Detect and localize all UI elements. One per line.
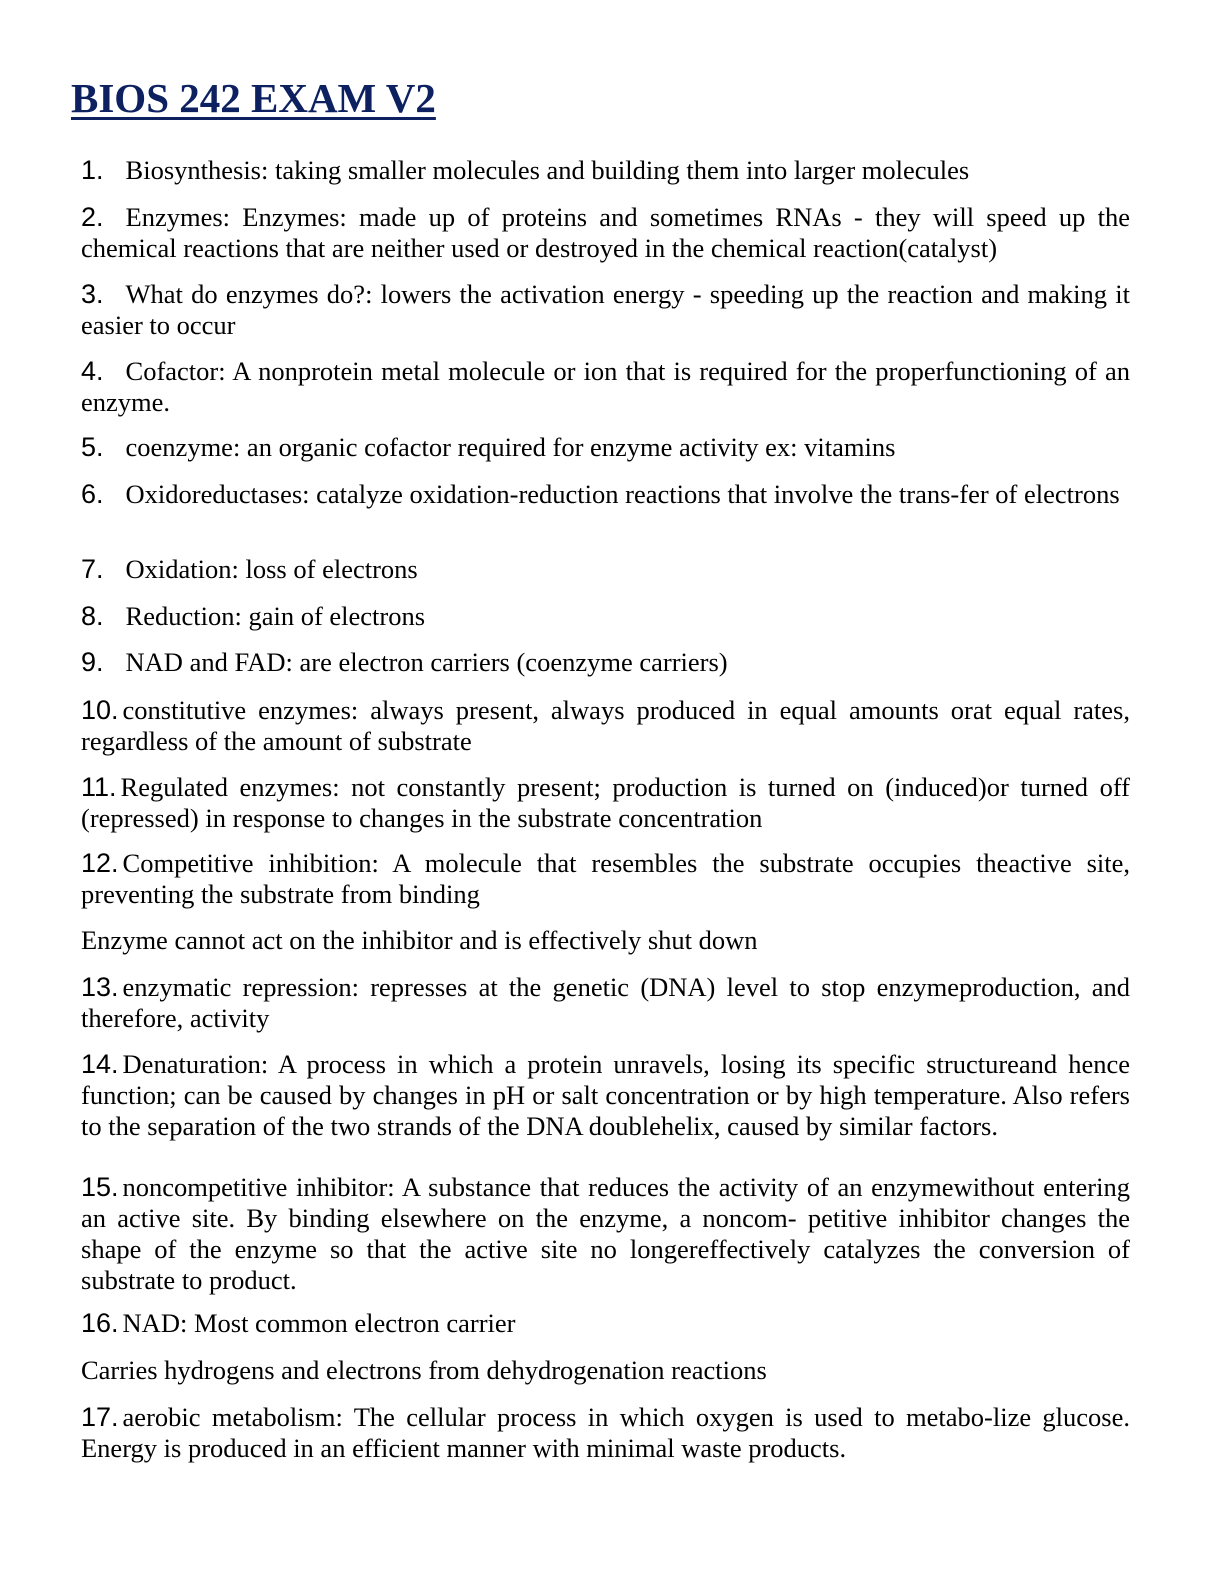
- item-number: 5.: [81, 432, 104, 462]
- item-number: 1.: [81, 155, 104, 185]
- list-item-note: [81, 1355, 1130, 1386]
- item-text: NAD: Most common electron carrier: [122, 1308, 516, 1338]
- item-text: aerobic metabolism: The cellular process in which oxygen is used to metabo-lize glucose. Energy is produced in an efficient manner with minimal waste products.: [81, 1402, 1130, 1463]
- item-number: 15.: [81, 1172, 119, 1202]
- document-title: BIOS 242 EXAM V2: [71, 75, 436, 121]
- list-item: [81, 1172, 1130, 1296]
- list-item: [81, 772, 1130, 834]
- item-number: 4.: [81, 356, 104, 386]
- item-text: What do enzymes do?: lowers the activation energy - speeding up the reaction and making it easier to occur: [81, 279, 1130, 340]
- item-text: Reduction: gain of electrons: [125, 601, 426, 631]
- list-item: [81, 155, 1130, 186]
- item-number: 10.: [81, 695, 119, 725]
- item-number: 11.: [81, 772, 117, 802]
- item-number: 17.: [81, 1402, 119, 1432]
- list-item: [81, 356, 1130, 418]
- item-text: enzymatic repression: represses at the genetic (DNA) level to stop enzymeproduction, and therefore, activity: [81, 972, 1130, 1033]
- list-item-note: [81, 925, 1130, 956]
- list-item: [81, 279, 1130, 341]
- item-number: 13.: [81, 972, 119, 1002]
- list-item: [81, 647, 1130, 678]
- item-number: 8.: [81, 601, 104, 631]
- item-text: NAD and FAD: are electron carriers (coenzyme carriers): [125, 647, 728, 677]
- item-number: 12.: [81, 848, 119, 878]
- item-text: Enzyme cannot act on the inhibitor and is effectively shut down: [81, 925, 758, 955]
- list-item: [81, 1402, 1130, 1464]
- list-item: [81, 601, 1130, 632]
- item-text: Competitive inhibition: A molecule that resembles the substrate occupies theactive site, preventing the substrate from binding: [81, 848, 1130, 909]
- list-item: [81, 554, 1130, 585]
- item-number: 7.: [81, 554, 104, 584]
- item-text: constitutive enzymes: always present, always produced in equal amounts orat equal rates, regardless of the amount of substrate: [81, 695, 1130, 756]
- item-number: 6.: [81, 479, 104, 509]
- item-text: Biosynthesis: taking smaller molecules and building them into larger molecules: [125, 155, 970, 185]
- list-item: [81, 848, 1130, 910]
- item-text: Cofactor: A nonprotein metal molecule or ion that is required for the properfunctioning of an enzyme.: [81, 356, 1130, 417]
- item-number: 9.: [81, 647, 104, 677]
- item-number: 16.: [81, 1308, 119, 1338]
- item-text: Carries hydrogens and electrons from dehydrogenation reactions: [81, 1355, 767, 1385]
- list-item: [81, 695, 1130, 757]
- list-item: [81, 432, 1130, 463]
- item-text: Oxidation: loss of electrons: [125, 554, 418, 584]
- list-item: [81, 972, 1130, 1034]
- item-text: Oxidoreductases: catalyze oxidation-reduction reactions that involve the trans-fer of electrons: [125, 479, 1120, 509]
- item-text: noncompetitive inhibitor: A substance that reduces the activity of an enzymewithout entering an active site. By binding elsewhere on the enzyme, a noncom- petitive inhibitor changes the shape of the enzyme so that the active site no longereffectively catalyzes the conversion of substrate to product.: [81, 1172, 1130, 1295]
- item-text: coenzyme: an organic cofactor required for enzyme activity ex: vitamins: [125, 432, 896, 462]
- list-item: [81, 1308, 1130, 1339]
- item-number: 2.: [81, 202, 104, 232]
- item-number: 3.: [81, 279, 104, 309]
- list-item: [81, 479, 1130, 510]
- list-item: [81, 1049, 1130, 1142]
- item-text: Enzymes: Enzymes: made up of proteins and sometimes RNAs - they will speed up the chemical reactions that are neither used or destroyed in the chemical reaction(catalyst): [81, 202, 1130, 263]
- item-text: Denaturation: A process in which a protein unravels, losing its specific structureand hence function; can be caused by changes in pH or salt concentration or by high temperature. Also refers to the separation of the two strands of the DNA doublehelix, caused by similar factors.: [81, 1049, 1130, 1141]
- list-item: [81, 202, 1130, 264]
- item-text: Regulated enzymes: not constantly present; production is turned on (induced)or turned off (repressed) in response to changes in the substrate concentration: [81, 772, 1130, 833]
- item-number: 14.: [81, 1049, 119, 1079]
